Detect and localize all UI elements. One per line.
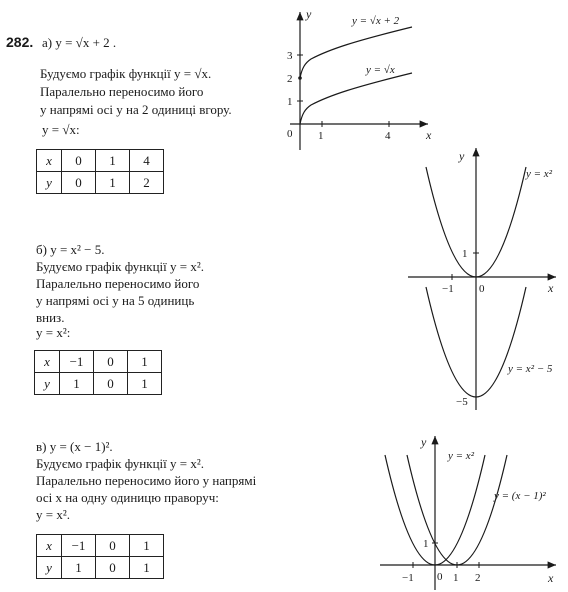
part-a-top-curve-label: y = √x + 2 [352, 15, 400, 27]
part-c-xtick-2: 2 [475, 572, 481, 584]
part-a-line-2: Паралельно переносимо його [40, 84, 204, 99]
part-b-line-5: y = x²: [36, 325, 71, 340]
table-header-y: y [37, 557, 62, 579]
part-b-bottom-curve-label: y = x² − 5 [508, 363, 553, 375]
table-cell: −1 [62, 535, 96, 557]
table-cell: 1 [128, 351, 162, 373]
part-a-origin: 0 [287, 128, 293, 140]
part-a-line-1: Будуємо графік функції y = √x. [40, 66, 212, 81]
part-c-line-3: осі x на одну одиницю праворуч: [36, 490, 219, 505]
part-b-x-label: x [548, 281, 554, 295]
part-b-ytick-1: 1 [462, 248, 468, 260]
table-cell: 1 [60, 373, 94, 395]
table-cell: 2 [130, 172, 164, 194]
part-a-y-label: y [306, 7, 312, 21]
part-a-line-4: y = √x: [42, 122, 80, 137]
part-a-ytick-2: 2 [287, 73, 293, 85]
problem-number: 282. [6, 34, 34, 50]
table-cell: 0 [94, 373, 128, 395]
table-header-x: x [37, 150, 62, 172]
part-c-xtick-neg1: −1 [402, 572, 414, 584]
part-a-xtick-1: 1 [318, 130, 324, 142]
part-b-line-2: Паралельно переносимо його [36, 276, 200, 291]
table-cell: 1 [128, 373, 162, 395]
part-c-ytick-1: 1 [423, 538, 429, 550]
part-c-heading: в) y = (x − 1)². [36, 439, 113, 454]
part-c-y-label: y [421, 435, 427, 449]
table-cell: 1 [96, 172, 130, 194]
part-c-xtick-1: 1 [453, 572, 459, 584]
table-cell: 1 [130, 535, 164, 557]
part-b-line-1: Будуємо графік функції y = x². [36, 259, 204, 274]
part-a-xtick-4: 4 [385, 130, 391, 142]
table-header-x: x [35, 351, 60, 373]
part-b-xtick-neg1: −1 [442, 283, 454, 295]
table-header-y: y [37, 172, 62, 194]
table-cell: −1 [60, 351, 94, 373]
table-cell: 0 [94, 351, 128, 373]
part-c-origin: 0 [437, 571, 443, 583]
part-c-left-curve-label: y = x² [448, 450, 474, 462]
table-header-y: y [35, 373, 60, 395]
part-c-x-label: x [548, 571, 554, 585]
part-b-heading: б) y = x² − 5. [36, 242, 105, 257]
part-a-ytick-3: 3 [287, 50, 293, 62]
table-cell: 4 [130, 150, 164, 172]
part-a-bottom-curve-label: y = √x [366, 64, 395, 76]
part-a-x-label: x [426, 128, 432, 142]
table-cell: 1 [62, 557, 96, 579]
table-cell: 1 [96, 150, 130, 172]
table-cell: 1 [130, 557, 164, 579]
part-b-y-label: y [459, 149, 465, 163]
table-cell: 0 [96, 535, 130, 557]
table-header-x: x [37, 535, 62, 557]
part-c-line-4: y = x². [36, 507, 70, 522]
part-b-line-3: у напрямі осі y на 5 одиниць [36, 293, 195, 308]
part-a-heading: а) y = √x + 2 . [42, 35, 117, 50]
part-c-line-2: Паралельно переносимо його у напрямі [36, 473, 257, 488]
part-b-origin: 0 [479, 283, 485, 295]
part-c-line-1: Будуємо графік функції y = x². [36, 456, 204, 471]
part-b-ytick-neg5: −5 [456, 396, 468, 408]
part-c-right-curve-label: y = (x − 1)² [494, 490, 546, 502]
part-b-top-curve-label: y = x² [526, 168, 552, 180]
table-cell: 0 [62, 150, 96, 172]
table-cell: 0 [62, 172, 96, 194]
table-cell: 0 [96, 557, 130, 579]
part-a-line-3: у напрямі осі y на 2 одиниці вгору. [40, 102, 232, 117]
part-a-ytick-1: 1 [287, 96, 293, 108]
part-c-x-minus1-sq-curve [407, 455, 507, 565]
part-b-line-4: вниз. [36, 310, 65, 325]
